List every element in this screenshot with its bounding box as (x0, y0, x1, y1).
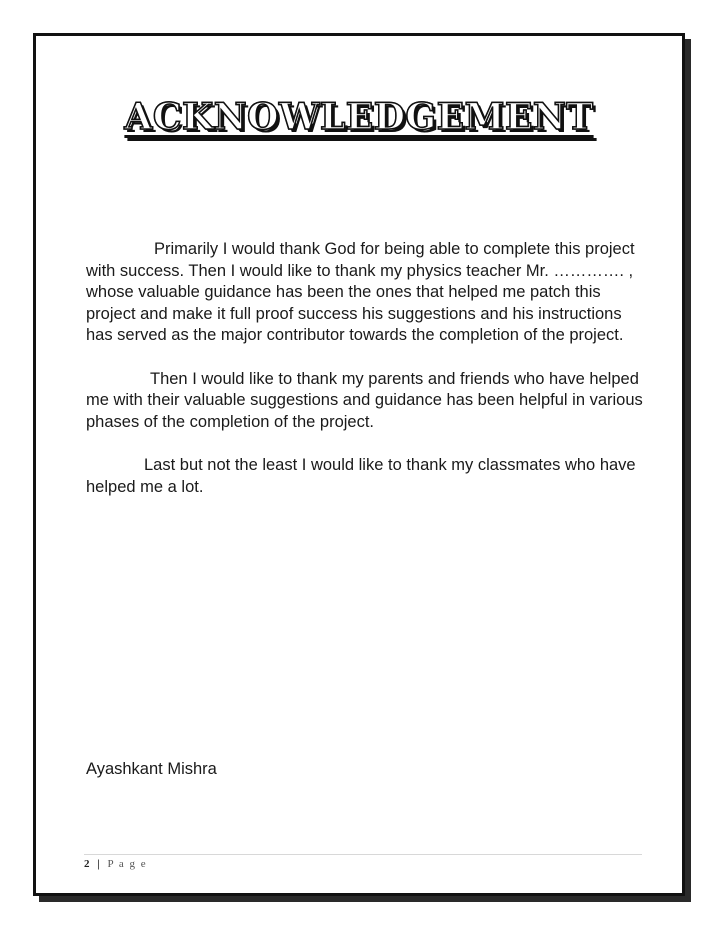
paragraph-3: Last but not the least I would like to thank my classmates who have helped me a lot. (86, 456, 636, 496)
document-page (33, 33, 685, 896)
paragraph-2: Then I would like to thank my parents and friends who have helped me with their valuable suggestions and guidance has been helpful in various phases of the completion of the project. (86, 369, 643, 431)
body-text (86, 239, 646, 520)
footer-divider (84, 854, 642, 855)
paragraph-1: Primarily I would thank God for being able to complete this project with success. Then I would like to thank my physics teacher Mr. …………. , whose valuable guidance has been the ones that helped me patch this project and make it full proof success his suggestions and his instructions has served as the major contributor towards the completion of the project. (86, 240, 635, 344)
page-footer (84, 858, 147, 870)
page-number: 2 (84, 858, 91, 870)
page-label: P a g e (107, 858, 148, 870)
page-title: ACKNOWLEDGEMENT (124, 96, 594, 138)
signature: Ayashkant Mishra (86, 760, 217, 778)
footer-separator: | (97, 858, 102, 870)
